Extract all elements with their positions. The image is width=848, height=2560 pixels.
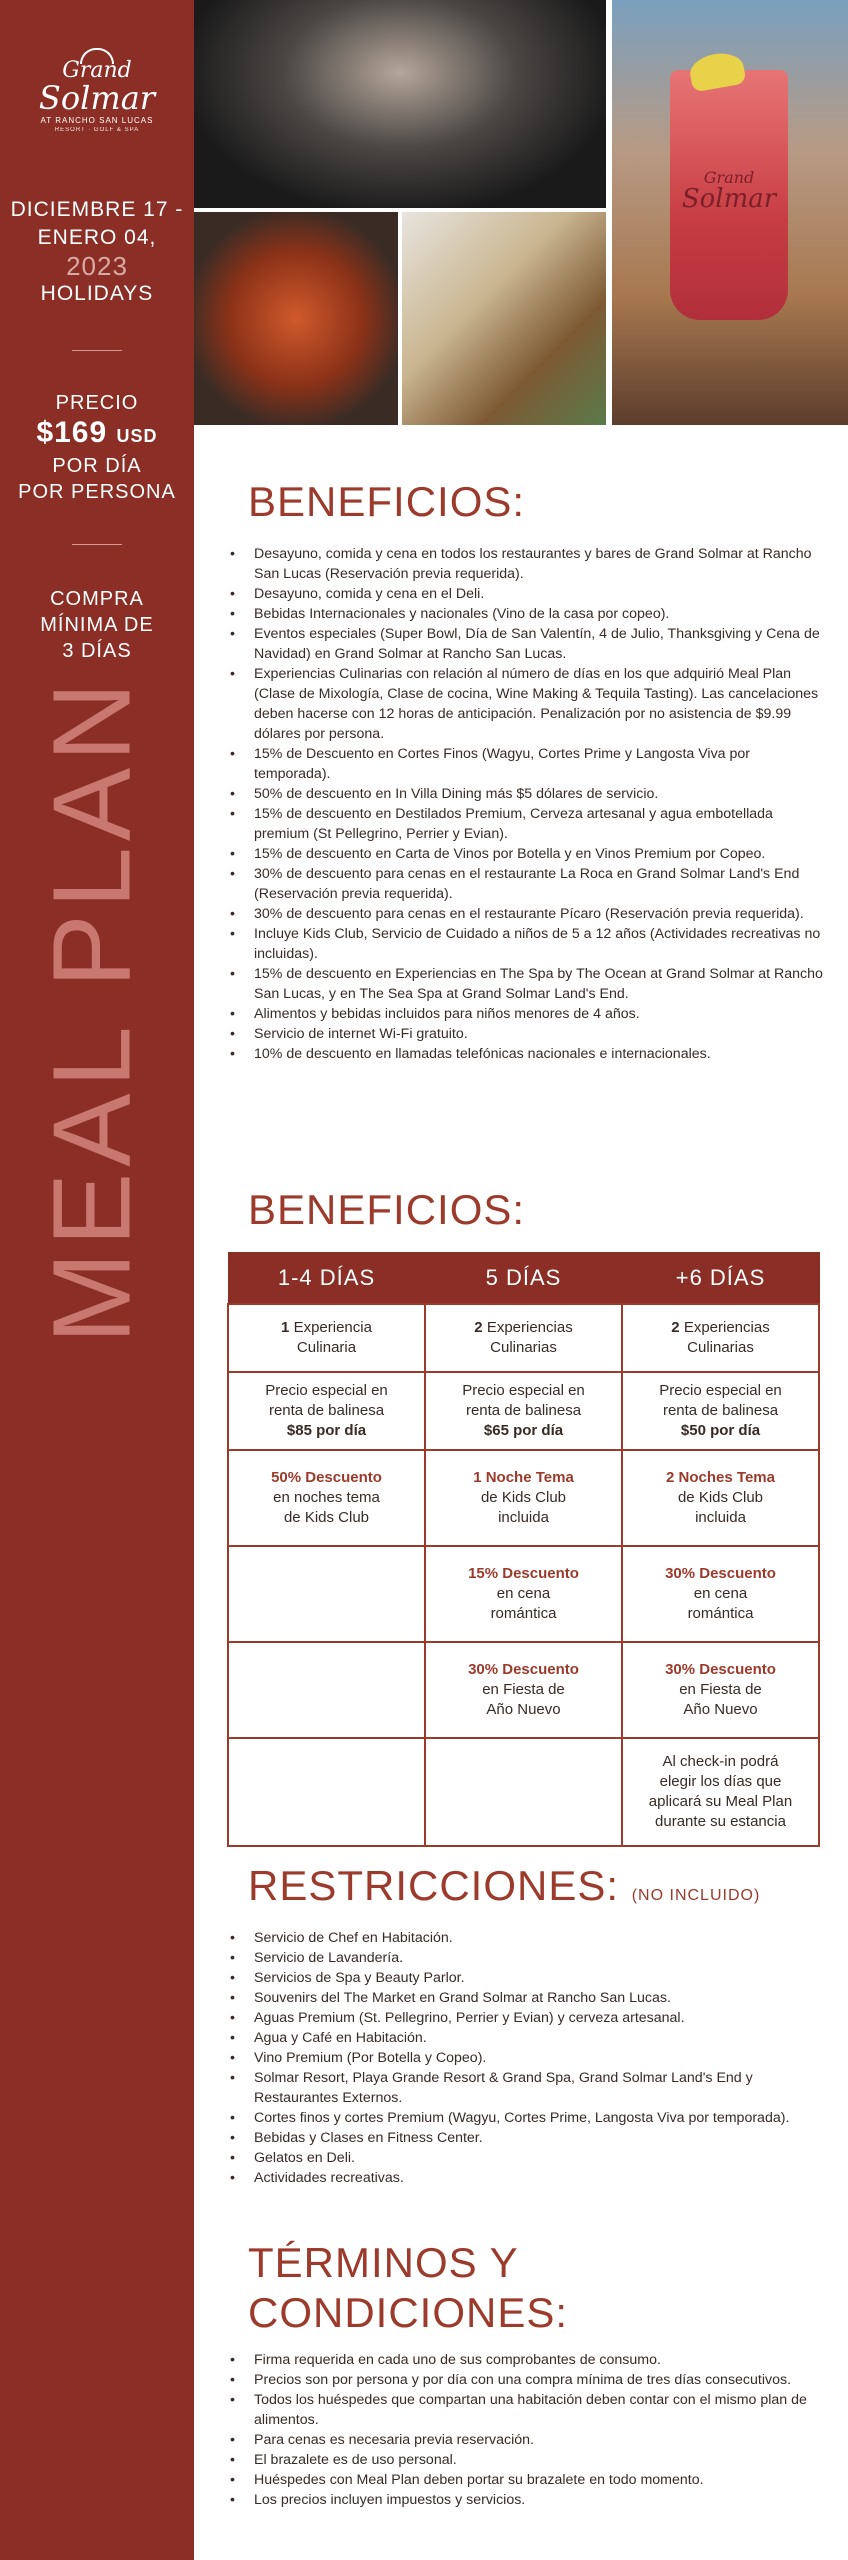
divider: [72, 350, 122, 351]
table-row: [228, 1304, 819, 1372]
header-1-4-dias: 1-4 DÍAS: [228, 1253, 425, 1305]
restricciones-subtitle: (NO INCLUIDO): [631, 1887, 761, 1904]
list-item: • Bebidas Internacionales y nacionales (Vino de la casa por copeo).: [230, 604, 826, 624]
list-item: • 15% de Descuento en Cortes Finos (Wagyu, Cortes Prime y Langosta Viva por temporada).: [230, 744, 826, 784]
meal-plan-vertical-title: MEAL PLAN: [30, 676, 154, 1344]
beneficios-list: [230, 544, 826, 1064]
dates-line-2: ENERO 04,: [37, 226, 157, 249]
benefits-table: [227, 1252, 820, 1847]
price-block: [0, 390, 194, 505]
list-item: • Agua y Café en Habitación.: [230, 2028, 826, 2048]
food-photo-tacos: [402, 212, 606, 425]
table-cell-empty: [425, 1738, 622, 1846]
logo-location: AT RANCHO SAN LUCAS: [40, 116, 154, 125]
drink-photo: [612, 0, 848, 425]
restricciones-title: RESTRICCIONES: (NO INCLUIDO): [248, 1862, 761, 1909]
cup-brand-solmar: Solmar: [681, 184, 777, 214]
table-cell-empty: [228, 1642, 425, 1738]
list-item: • 30% de descuento para cenas en el restaurante Pícaro (Reservación previa requerida).: [230, 904, 826, 924]
list-item: • 15% de descuento en Carta de Vinos por Botella y en Vinos Premium por Copeo.: [230, 844, 826, 864]
list-item: • El brazalete es de uso personal.: [230, 2450, 826, 2470]
list-item: • 15% de descuento en Experiencias en The Spa by The Ocean at Grand Solmar at Rancho San Lucas, y en The Sea Spa at Grand Solmar Land's End.: [230, 964, 826, 1004]
list-item: • Solmar Resort, Playa Grande Resort & Grand Spa, Grand Solmar Land's End y Restaurantes Externos.: [230, 2068, 826, 2108]
list-item: • Desayuno, comida y cena en todos los restaurantes y bares de Grand Solmar at Rancho San Lucas (Reservación previa requerida).: [230, 544, 826, 584]
list-item: • 30% de descuento para cenas en el restaurante La Roca en Grand Solmar Land's End (Reservación previa requerida).: [230, 864, 826, 904]
table-cell: 50% Descuento en noches tema de Kids Club: [228, 1450, 425, 1546]
table-header-row: [228, 1253, 819, 1305]
list-item: • Vino Premium (Por Botella y Copeo).: [230, 2048, 826, 2068]
price-currency: USD: [116, 426, 158, 446]
list-item: • Bebidas y Clases en Fitness Center.: [230, 2128, 826, 2148]
list-item: • Servicio de Lavandería.: [230, 1948, 826, 1968]
table-cell: 30% Descuento en cena romántica: [622, 1546, 819, 1642]
dates-year: 2023: [66, 251, 128, 281]
photo-collage: [194, 0, 848, 425]
table-cell: 2 Noches Tema de Kids Club incluida: [622, 1450, 819, 1546]
table-cell: Precio especial en renta de balinesa $65 por día: [425, 1372, 622, 1450]
list-item: • Incluye Kids Club, Servicio de Cuidado a niños de 5 a 12 años (Actividades recreativas no incluidas).: [230, 924, 826, 964]
list-item: • Firma requerida en cada uno de sus comprobantes de consumo.: [230, 2350, 826, 2370]
price-amount: [0, 416, 194, 453]
list-item: • Experiencias Culinarias con relación al número de días en los que adquirió Meal Plan (Clase de Mixología, Clase de cocina, Wine Making & Tequila Tasting). Las cancelaciones deben hacerse con 12 horas de anticipación. Penalización por no asistencia de $9.99 dólares por persona.: [230, 664, 826, 744]
price-label: PRECIO: [55, 392, 139, 414]
table-cell: Precio especial en renta de balinesa $50 por día: [622, 1372, 819, 1450]
list-item: • Todos los huéspedes que compartan una habitación deben contar con el mismo plan de alimentos.: [230, 2390, 826, 2430]
list-item: • Servicio de internet Wi-Fi gratuito.: [230, 1024, 826, 1044]
divider: [72, 544, 122, 545]
list-item: • Eventos especiales (Super Bowl, Día de San Valentín, 4 de Julio, Thanksgiving y Cena de Navidad) en Grand Solmar at Rancho San Lucas.: [230, 624, 826, 664]
cup-brand-grand: Grand: [703, 168, 755, 187]
table-cell-empty: [228, 1738, 425, 1846]
header-5-dias: 5 DÍAS: [425, 1253, 622, 1305]
holidays-label: HOLIDAYS: [40, 282, 154, 305]
table-cell: 15% Descuento en cena romántica: [425, 1546, 622, 1642]
list-item: • Actividades recreativas.: [230, 2168, 826, 2188]
table-cell: Precio especial en renta de balinesa $85 por día: [228, 1372, 425, 1450]
list-item: • Precios son por persona y por día con una compra mínima de tres días consecutivos.: [230, 2370, 826, 2390]
list-item: • Cortes finos y cortes Premium (Wagyu, Cortes Prime, Langosta Viva por temporada).: [230, 2108, 826, 2128]
list-item: • Aguas Premium (St. Pellegrino, Perrier y Evian) y cerveza artesanal.: [230, 2008, 826, 2028]
list-item: • Servicios de Spa y Beauty Parlor.: [230, 1968, 826, 1988]
food-photo-pasta: [194, 212, 398, 425]
cup-brand: [670, 170, 788, 212]
table-cell: 1 Experiencia Culinaria: [228, 1304, 425, 1372]
logo-grand: Grand: [62, 58, 132, 83]
dates-line-1: DICIEMBRE 17 -: [10, 198, 184, 221]
table-row: [228, 1642, 819, 1738]
beneficios-title: BENEFICIOS:: [248, 478, 526, 525]
table-cell: 30% Descuento en Fiesta de Año Nuevo: [425, 1642, 622, 1738]
minimum-purchase: [0, 586, 194, 664]
logo-solmar: Solmar: [38, 79, 156, 117]
table-cell: 2 Experiencias Culinarias: [425, 1304, 622, 1372]
table-row: [228, 1450, 819, 1546]
list-item: • Desayuno, comida y cena en el Deli.: [230, 584, 826, 604]
table-row: [228, 1546, 819, 1642]
table-cell: 1 Noche Tema de Kids Club incluida: [425, 1450, 622, 1546]
table-row: [228, 1738, 819, 1846]
sidebar: [0, 0, 194, 2560]
price-per-day: POR DÍA: [52, 455, 142, 477]
terminos-list: [230, 2350, 826, 2510]
beneficios-table-title: BENEFICIOS:: [248, 1186, 526, 1233]
brand-logo: [0, 48, 194, 133]
price-per-person: POR PERSONA: [18, 481, 176, 503]
list-item: • Alimentos y bebidas incluidos para niños menores de 4 años.: [230, 1004, 826, 1024]
price-value: $169: [36, 416, 108, 449]
list-item: • Souvenirs del The Market en Grand Solmar at Rancho San Lucas.: [230, 1988, 826, 2008]
list-item: • 50% de descuento en In Villa Dining más $5 dólares de servicio.: [230, 784, 826, 804]
list-item: • Para cenas es necesaria previa reservación.: [230, 2430, 826, 2450]
min-line-3: 3 DÍAS: [62, 640, 132, 662]
list-item: • Gelatos en Deli.: [230, 2148, 826, 2168]
min-line-2: MÍNIMA DE: [40, 614, 154, 636]
table-cell-empty: [228, 1546, 425, 1642]
list-item: • 15% de descuento en Destilados Premium, Cerveza artesanal y agua embotellada premium (St Pellegrino, Perrier y Evian).: [230, 804, 826, 844]
list-item: • Los precios incluyen impuestos y servicios.: [230, 2490, 826, 2510]
date-range: [0, 196, 194, 308]
list-item: • 10% de descuento en llamadas telefónicas nacionales e internacionales.: [230, 1044, 826, 1064]
terminos-title: TÉRMINOS Y CONDICIONES:: [248, 2239, 569, 2336]
list-item: • Huéspedes con Meal Plan deben portar su brazalete en todo momento.: [230, 2470, 826, 2490]
list-item: • Servicio de Chef en Habitación.: [230, 1928, 826, 1948]
min-line-1: COMPRA: [50, 588, 144, 610]
food-photo-plate: [194, 0, 606, 208]
table-cell: Al check-in podrá elegir los días que aplicará su Meal Plan durante su estancia: [622, 1738, 819, 1846]
table-cell: 30% Descuento en Fiesta de Año Nuevo: [622, 1642, 819, 1738]
logo-tagline: RESORT · GOLF & SPA: [54, 127, 140, 133]
header-6-dias: +6 DÍAS: [622, 1253, 819, 1305]
table-row: [228, 1372, 819, 1450]
table-cell: 2 Experiencias Culinarias: [622, 1304, 819, 1372]
restricciones-list: [230, 1928, 826, 2188]
